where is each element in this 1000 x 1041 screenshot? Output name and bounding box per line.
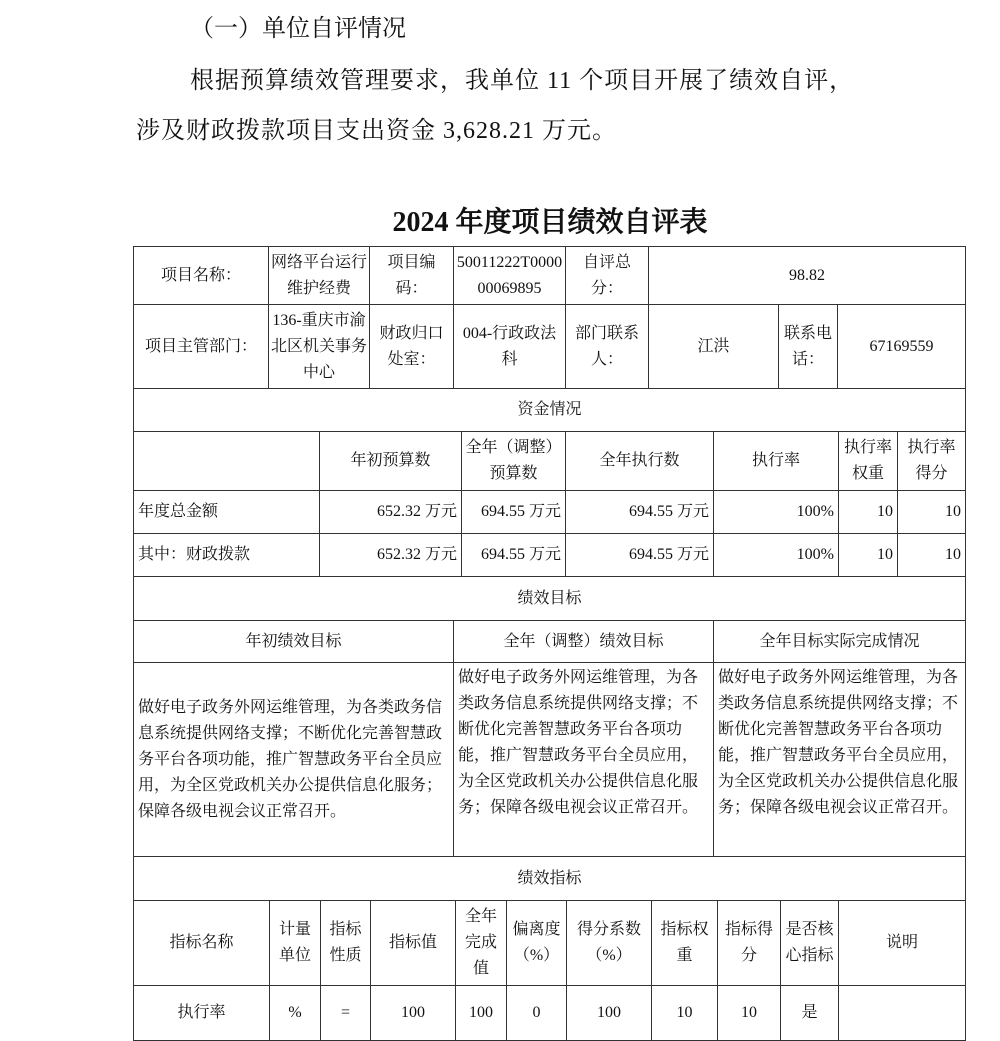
goals-header: 全年（调整）绩效目标 — [453, 620, 714, 663]
indicator-header: 计量单位 — [269, 900, 321, 986]
funds-row-label: 年度总金额 — [133, 490, 320, 534]
funds-value: 10 — [897, 533, 966, 577]
indicator-value: 10 — [651, 985, 718, 1041]
funds-value: 652.32 万元 — [319, 533, 462, 577]
funds-header: 执行率权重 — [838, 431, 898, 491]
intro-paragraph-line1: 根据预算绩效管理要求，我单位 11 个项目开展了绩效自评， — [190, 68, 855, 94]
funds-value: 694.55 万元 — [461, 490, 566, 534]
indicator-value: 0 — [506, 985, 567, 1041]
funds-header: 全年执行数 — [565, 431, 714, 491]
phone: 67169559 — [837, 304, 966, 389]
funds-header: 执行率得分 — [897, 431, 966, 491]
indicator-value: = — [320, 985, 371, 1041]
funds-value: 694.55 万元 — [565, 533, 714, 577]
funds-value: 652.32 万元 — [319, 490, 462, 534]
label-office: 财政归口处室： — [369, 304, 454, 389]
goals-section-header: 绩效目标 — [133, 576, 966, 621]
indicator-header: 指标性质 — [320, 900, 371, 986]
label-total-score: 自评总分： — [565, 246, 649, 305]
indicator-header: 全年完成值 — [455, 900, 507, 986]
indicator-header: 指标得分 — [717, 900, 781, 986]
indicator-header: 说明 — [838, 900, 966, 986]
funds-header: 年初预算数 — [319, 431, 462, 491]
indicator-value — [838, 985, 966, 1041]
label-phone: 联系电话： — [778, 304, 838, 389]
funds-value: 10 — [838, 490, 898, 534]
goal-text: 做好电子政务外网运维管理，为各类政务信息系统提供网络支撑；不断优化完善智慧政务平台各项功能，推广智慧政务平台全员应用，为全区党政机关办公提供信息化服务；保障各级电视会议正常召开。 — [133, 662, 454, 857]
goal-text: 做好电子政务外网运维管理，为各类政务信息系统提供网络支撑；不断优化完善智慧政务平台各项功能，推广智慧政务平台全员应用，为全区党政机关办公提供信息化服务；保障各级电视会议正常召开。 — [453, 662, 714, 857]
funds-row-label: 其中：财政拨款 — [133, 533, 320, 577]
funds-value: 694.55 万元 — [565, 490, 714, 534]
goal-text: 做好电子政务外网运维管理，为各类政务信息系统提供网络支撑；不断优化完善智慧政务平台各项功能，推广智慧政务平台全员应用，为全区党政机关办公提供信息化服务；保障各级电视会议正常召开。 — [713, 662, 966, 857]
indicator-value: 100 — [370, 985, 456, 1041]
dept: 136-重庆市渝北区机关事务中心 — [268, 304, 370, 389]
label-contact: 部门联系人： — [565, 304, 649, 389]
indicator-value: 100 — [455, 985, 507, 1041]
indicator-header: 偏离度（%） — [506, 900, 567, 986]
office: 004-行政政法科 — [453, 304, 566, 389]
indicator-value: 执行率 — [133, 985, 270, 1041]
indicator-value: % — [269, 985, 321, 1041]
section-heading: （一）单位自评情况 — [190, 16, 406, 42]
funds-value: 10 — [838, 533, 898, 577]
label-project-code: 项目编码： — [369, 246, 454, 305]
contact: 江洪 — [648, 304, 779, 389]
funds-header: 执行率 — [713, 431, 839, 491]
funds-header: 全年（调整）预算数 — [461, 431, 566, 491]
intro-paragraph-line2: 涉及财政拨款项目支出资金 3,628.21 万元。 — [136, 118, 617, 144]
indicator-header: 指标值 — [370, 900, 456, 986]
funds-value: 100% — [713, 490, 839, 534]
funds-section-header: 资金情况 — [133, 388, 966, 432]
indicators-section-header: 绩效指标 — [133, 856, 966, 901]
indicator-header: 得分系数（%） — [566, 900, 652, 986]
indicator-value: 10 — [717, 985, 781, 1041]
project-name: 网络平台运行维护经费 — [268, 246, 370, 305]
indicator-value: 是 — [780, 985, 839, 1041]
total-score: 98.82 — [648, 246, 966, 305]
table-title: 2024 年度项目绩效自评表 — [392, 207, 708, 238]
indicator-value: 100 — [566, 985, 652, 1041]
funds-value: 10 — [897, 490, 966, 534]
project-code: 50011222T000000069895 — [453, 246, 566, 305]
funds-header-blank — [133, 431, 320, 491]
funds-value: 100% — [713, 533, 839, 577]
goals-header: 全年目标实际完成情况 — [713, 620, 966, 663]
indicator-header: 指标权重 — [651, 900, 718, 986]
label-project-name: 项目名称： — [133, 246, 269, 305]
goals-header: 年初绩效目标 — [133, 620, 454, 663]
indicator-header: 指标名称 — [133, 900, 270, 986]
indicator-header: 是否核心指标 — [780, 900, 839, 986]
funds-value: 694.55 万元 — [461, 533, 566, 577]
label-dept: 项目主管部门： — [133, 304, 269, 389]
